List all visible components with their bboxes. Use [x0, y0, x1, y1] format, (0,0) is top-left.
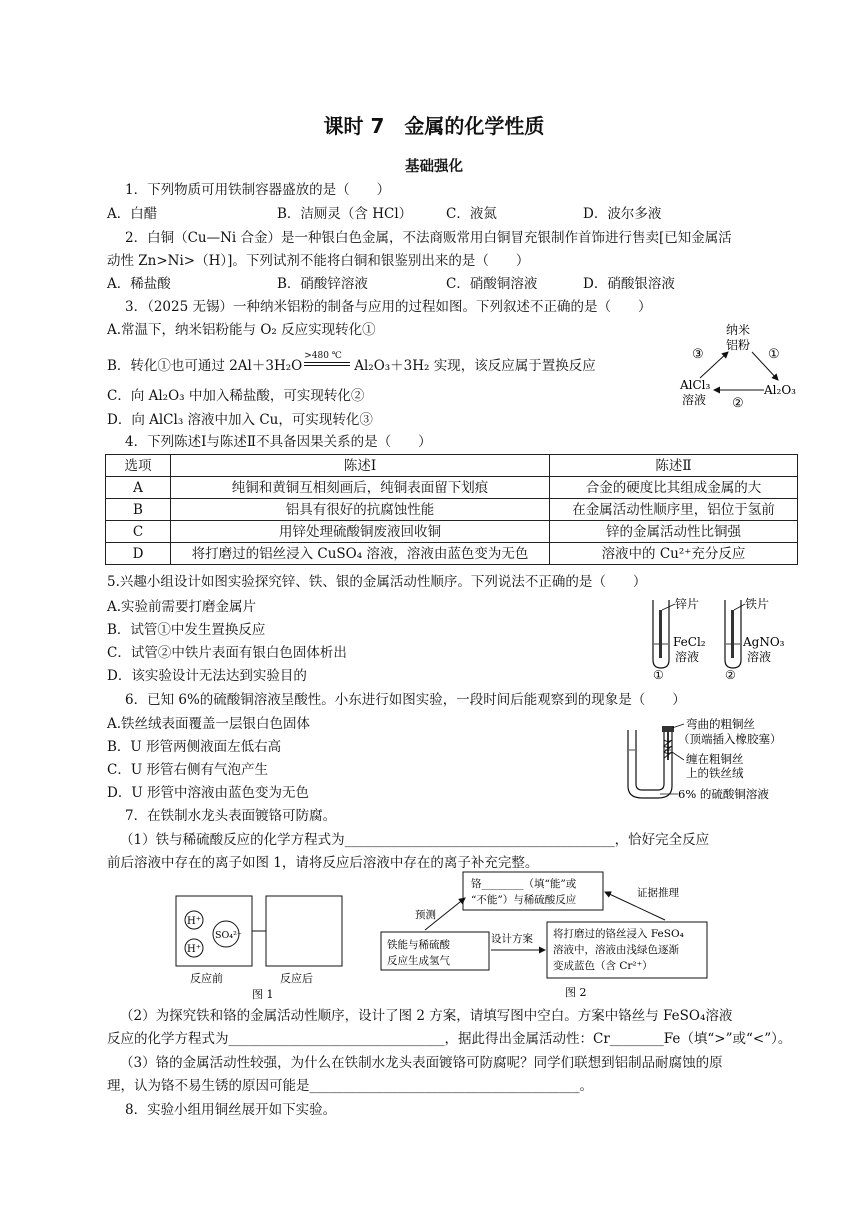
fig1-ion3: H⁺ [187, 944, 201, 955]
tube1-solution-label-1: FeCl₂ [673, 635, 706, 649]
row-a-statement-2: 合金的硬度比其组成金属的大 [550, 477, 798, 499]
q3-fig-top-line1: 纳米 [726, 323, 751, 337]
fig2-left-line1: 铁能与稀硫酸 [387, 939, 450, 951]
page-title: 课时 7 金属的化学性质 [323, 114, 545, 138]
row-c-statement-2: 锌的金属活动性比铜强 [550, 521, 798, 543]
u-tube-inner [636, 730, 664, 790]
q2-option-c: C．硝酸铜溶液 [446, 276, 538, 292]
q6-fig-label3: 缠在粗铜丝 [686, 752, 744, 766]
q3-option-a: A.常温下，纳米铝粉能与 O₂ 反应实现转化① [107, 322, 376, 338]
header-statement-2: 陈述Ⅱ [550, 455, 798, 477]
fig1-ion1: H⁺ [187, 916, 201, 927]
fig2-caption: 图 2 [565, 986, 587, 999]
q5-option-b: B．试管①中发生置换反应 [107, 622, 266, 638]
q7-figure-2 [375, 868, 710, 1000]
q6-stem: 6．已知 6%的硫酸铜溶液呈酸性。小东进行如图实验，一段时间后能观察到的现象是（ ） [125, 692, 686, 708]
q7-figure-1 [170, 890, 348, 1000]
q3-fig-left-line1: AlCl₃ [680, 378, 711, 392]
fig2-evidence: 证据推理 [637, 887, 679, 899]
q6-option-b: B．U 形管两侧液面左低右高 [107, 739, 282, 755]
tube1-solution-label-2: 溶液 [675, 650, 700, 664]
header-option: 选项 [106, 455, 171, 477]
table-row [106, 499, 798, 521]
fig2-right-line3: 变成蓝色（含 Cr²⁺） [553, 960, 653, 972]
row-a-statement-1: 纯铜和黄铜互相刻画后，纯铜表面留下划痕 [171, 477, 550, 499]
q3-fig-left-line2: 溶液 [682, 393, 707, 407]
tube1-number: ① [653, 668, 664, 680]
q3-option-c: C．向 Al₂O₃ 中加入稀盐酸，可实现转化② [107, 388, 365, 404]
q6-fig-label1: 弯曲的粗铜丝 [686, 717, 755, 731]
q3-fig-step1: ① [768, 347, 780, 362]
q5-stem: 5.兴趣小组设计如图实验探究锌、铁、银的金属活动性顺序。下列说法不正确的是（ ） [107, 574, 647, 590]
fig2-predict: 预测 [415, 909, 436, 921]
q1-option-b: B．洁厕灵（含 HCl） [277, 206, 413, 222]
q3-option-b-rhs: Al₂O₃＋3H₂ 实现，该反应属于置换反应 [354, 358, 596, 374]
row-a-option: A [106, 477, 171, 499]
q6-option-d: D．U 形管中溶液由蓝色变为无色 [107, 785, 309, 801]
q3-equal-line-bottom [304, 365, 350, 366]
table-row [106, 543, 798, 565]
q6-u-tube-figure [620, 716, 800, 802]
q2-option-d: D．硝酸银溶液 [583, 276, 675, 292]
q7-stem: 7．在铁制水龙头表面镀铬可防腐。 [125, 808, 337, 824]
q2-option-a: A．稀盐酸 [107, 276, 171, 292]
fig1-label-after: 反应后 [280, 972, 313, 985]
q2-stem-line1: 2．白铜（Cu—Ni 合金）是一种银白色金属，不法商贩常用白铜冒充银制作首饰进行售卖[已知金属活 [125, 230, 732, 246]
q3-condition-text: >480 ℃ [304, 351, 342, 361]
q3-fig-step2: ② [732, 396, 744, 410]
fig2-top-line2: “不能”）与稀硫酸反应 [471, 894, 577, 906]
q3-equal-line-top [304, 362, 350, 363]
q4-table [105, 454, 798, 565]
q6-fig-label2: （顶端插入橡胶塞） [678, 732, 782, 746]
row-b-statement-2: 在金属活动性顺序里，铝位于氢前 [550, 499, 798, 521]
fig1-label-before: 反应前 [190, 972, 223, 985]
q3-option-d: D．向 AlCl₃ 溶液中加入 Cu，可实现转化③ [107, 412, 373, 428]
row-d-statement-2: 溶液中的 Cu²⁺充分反应 [550, 543, 798, 565]
iron-wool [664, 740, 672, 758]
fig1-caption: 图 1 [252, 988, 274, 1000]
q3-stem: 3．（2025 无锡）一种纳米铝粉的制备与应用的过程如图。下列叙述不正确的是（ ） [125, 299, 652, 315]
tube2-solution-label-1: AgNO₃ [743, 635, 785, 649]
q1-option-c: C．液氮 [446, 206, 497, 222]
fig2-right-line2: 溶液中，溶液由浅绿色逐渐 [553, 944, 679, 956]
section-heading: 基础强化 [405, 159, 463, 175]
q3-cycle-diagram [670, 322, 810, 410]
q3-fig-right: Al₂O₃ [764, 383, 796, 397]
row-b-option: B [106, 499, 171, 521]
q2-option-b: B．硝酸锌溶液 [277, 276, 368, 292]
rubber-stopper [662, 726, 674, 732]
q4-stem: 4．下列陈述Ⅰ与陈述Ⅱ不具备因果关系的是（ ） [125, 434, 432, 450]
fig1-box-after [266, 896, 342, 966]
tube2-metal-label: 铁片 [745, 597, 770, 611]
tube1-metal-label: 锌片 [675, 597, 700, 611]
tube2-number: ② [725, 668, 736, 680]
q7-part1-line1: （1）铁与稀硫酸反应的化学方程式为________________________________________，恰好完全反应 [120, 832, 710, 848]
q3-reaction-condition [302, 351, 354, 376]
q7-part2-line2: 反应的化学方程式为________________________________，据此得出金属活动性：Cr________Fe（填“>”或“<”）。 [107, 1031, 792, 1047]
q6-option-a: A.铁丝绒表面覆盖一层银白色固体 [107, 716, 311, 732]
q5-test-tubes-figure [645, 596, 795, 680]
zinc-strip [659, 610, 662, 658]
q3-fig-top-line2: 铝粉 [726, 338, 751, 352]
row-c-statement-1: 用锌处理硫酸铜废液回收铜 [171, 521, 550, 543]
q7-part3-line2: 理，认为铬不易生锈的原因可能是________________________________________。 [107, 1078, 593, 1094]
q6-option-c: C．U 形管右侧有气泡产生 [107, 762, 268, 778]
table-row [106, 477, 798, 499]
iron-strip [731, 610, 734, 658]
fig2-left-line2: 反应生成氢气 [387, 955, 450, 967]
fig2-top-line1: 铬________（填“能”或 [471, 878, 577, 890]
row-d-statement-1: 将打磨过的铝丝浸入 CuSO₄ 溶液，溶液由蓝色变为无色 [171, 543, 550, 565]
q6-fig-label5: 6% 的硫酸铜溶液 [678, 787, 769, 801]
q7-part2-line1: （2）为探究铁和铬的金属活动性顺序，设计了图 2 方案，请填写图中空白。方案中铬丝与 FeSO₄溶液 [120, 1008, 733, 1024]
u-tube-outer [628, 730, 672, 798]
q3-arrow-3 [700, 352, 728, 378]
q5-option-a: A.实验前需要打磨金属片 [107, 599, 257, 615]
q1-option-a: A．白醋 [107, 206, 158, 222]
q5-option-d: D．该实验设计无法达到实验目的 [107, 668, 307, 684]
q3-option-b-lhs: B．转化①也可通过 2Al＋3H₂O [107, 358, 303, 374]
q5-option-c: C．试管②中铁片表面有银白色固体析出 [107, 645, 347, 661]
row-b-statement-1: 铝具有很好的抗腐蚀性能 [171, 499, 550, 521]
table-row [106, 521, 798, 543]
q8-stem: 8．实验小组用铜丝展开如下实验。 [125, 1102, 337, 1118]
fig2-right-line1: 将打磨过的铬丝浸入 FeSO₄ [553, 928, 684, 940]
q6-fig-label4: 上的铁丝绒 [686, 766, 744, 780]
q7-part3-line1: （3）铬的金属活动性较强，为什么在铁制水龙头表面镀铬可防腐呢？同学们联想到铝制品耐腐蚀的原 [120, 1055, 723, 1071]
q7-part1-line2: 前后溶液中存在的离子如图 1，请将反应后溶液中存在的离子补充完整。 [107, 855, 539, 871]
table-header-row [106, 455, 798, 477]
q2-stem-line2: 动性 Zn>Ni>（H）]。下列试剂不能将白铜和银鉴别出来的是（ ） [107, 253, 530, 269]
fig1-ion2: SO₄²⁻ [215, 930, 242, 941]
q3-fig-step3: ③ [692, 347, 704, 362]
fig2-design: 设计方案 [491, 933, 533, 945]
tube2-solution-label-2: 溶液 [747, 650, 772, 664]
row-d-option: D [106, 543, 171, 565]
q1-stem: 1．下列物质可用铁制容器盛放的是（ ） [125, 182, 391, 198]
row-c-option: C [106, 521, 171, 543]
header-statement-1: 陈述Ⅰ [171, 455, 550, 477]
q1-option-d: D．波尔多液 [583, 206, 662, 222]
q3-option-b [107, 351, 596, 376]
